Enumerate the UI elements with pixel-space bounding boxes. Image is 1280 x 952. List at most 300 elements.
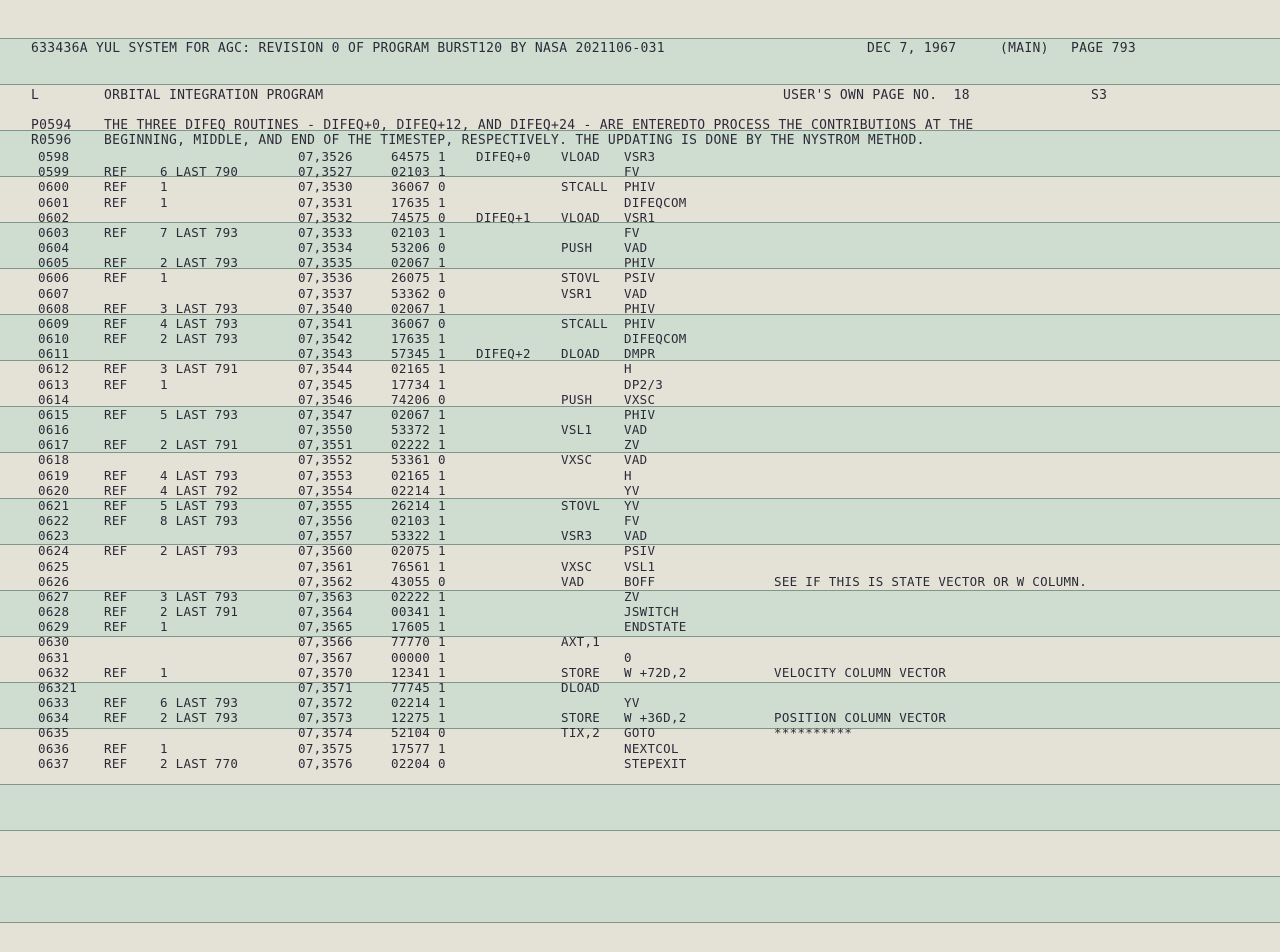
label-field: DIFEQ+2 [476,346,531,362]
operand-field: BOFF [624,573,656,589]
ref-last-page: 1 [160,179,168,195]
ref-last-page: 2 LAST 793 [160,255,239,271]
line-number: 0625 [38,558,70,574]
ref-last-page: 3 LAST 791 [160,361,239,377]
comment-field: ********** [774,725,853,741]
listing-row [0,270,1280,285]
octal-word: 00341 1 [391,604,446,620]
operand-field: VAD [624,422,648,438]
line-number: 0621 [38,497,70,513]
remark-text: THE THREE DIFEQ ROUTINES - DIFEQ+0, DIFEQ+12, AND DIFEQ+24 - ARE ENTEREDTO PROCESS THE CONTRIBUTIONS AT THE [104,118,974,133]
operand-field: YV [624,695,640,711]
ref-marker: REF [104,255,128,271]
octal-word: 02204 0 [391,755,446,771]
listing-row [0,240,1280,255]
ref-last-page: 6 LAST 790 [160,164,239,180]
octal-word: 17734 1 [391,376,446,392]
octal-word: 00000 1 [391,649,446,665]
listing-row [0,483,1280,498]
ref-last-page: 2 LAST 793 [160,331,239,347]
listing-row [0,634,1280,649]
octal-word: 36067 0 [391,179,446,195]
memory-address: 07,3576 [298,755,353,771]
ref-marker: REF [104,695,128,711]
comment-field: POSITION COLUMN VECTOR [774,710,947,726]
opcode-field: VLOAD [561,149,601,164]
ref-last-page: 2 LAST 791 [160,437,239,453]
memory-address: 07,3543 [298,346,353,362]
ref-marker: REF [104,588,128,604]
opcode-field: VXSC [561,452,593,468]
octal-word: 02075 1 [391,543,446,559]
label-field: DIFEQ+0 [476,149,531,164]
listing-row [0,725,1280,740]
line-number: 0603 [38,224,70,240]
operand-field: VSR3 [624,149,656,164]
listing-row [0,543,1280,558]
program-title: ORBITAL INTEGRATION PROGRAM [104,88,324,103]
ref-marker: REF [104,361,128,377]
operand-field: ZV [624,588,640,604]
line-number: 0623 [38,528,70,544]
octal-word: 17605 1 [391,619,446,635]
opcode-field: PUSH [561,240,593,256]
ref-last-page: 7 LAST 793 [160,224,239,240]
octal-word: 02103 1 [391,164,446,180]
listing-row [0,346,1280,361]
listing-row [0,361,1280,376]
listing-row [0,377,1280,392]
listing-row [0,589,1280,604]
ref-last-page: 1 [160,619,168,635]
line-number: 0633 [38,695,70,711]
operand-field: VAD [624,240,648,256]
opcode-field: STCALL [561,179,608,195]
operand-field: PHIV [624,315,656,331]
line-number: 0607 [38,285,70,301]
paper-rule [0,84,1280,85]
opcode-field: DLOAD [561,346,601,362]
operand-field: PHIV [624,406,656,422]
octal-word: 12341 1 [391,664,446,680]
listing-row [0,650,1280,665]
ref-marker: REF [104,194,128,210]
opcode-field: VSR3 [561,528,593,544]
listing-row [0,225,1280,240]
ref-marker: REF [104,513,128,529]
opcode-field: STOVL [561,497,601,513]
operand-field: PSIV [624,270,656,286]
memory-address: 07,3547 [298,406,353,422]
line-number: 0604 [38,240,70,256]
memory-address: 07,3562 [298,573,353,589]
ref-marker: REF [104,406,128,422]
octal-word: 36067 0 [391,315,446,331]
line-number: 0615 [38,406,70,422]
opcode-field: TIX,2 [561,725,601,741]
ref-marker: REF [104,755,128,771]
ref-marker: REF [104,376,128,392]
operand-field: STEPEXIT [624,755,687,771]
line-number: 0631 [38,649,70,665]
operand-field: PHIV [624,300,656,316]
octal-word: 53372 1 [391,422,446,438]
line-number: 0632 [38,664,70,680]
memory-address: 07,3542 [298,331,353,347]
ref-last-page: 1 [160,740,168,756]
memory-address: 07,3544 [298,361,353,377]
octal-word: 02103 1 [391,513,446,529]
opcode-field: AXT,1 [561,634,601,650]
paper-band [0,876,1280,922]
ref-last-page: 6 LAST 793 [160,695,239,711]
ref-last-page: 3 LAST 793 [160,300,239,316]
memory-address: 07,3567 [298,649,353,665]
octal-word: 17635 1 [391,331,446,347]
memory-address: 07,3534 [298,240,353,256]
listing-row [0,407,1280,422]
listing-row [0,179,1280,194]
memory-address: 07,3571 [298,679,353,695]
line-number: 0600 [38,179,70,195]
line-number: 0616 [38,422,70,438]
ref-marker: REF [104,543,128,559]
ref-last-page: 1 [160,376,168,392]
line-number: 0624 [38,543,70,559]
comment-field: SEE IF THIS IS STATE VECTOR OR W COLUMN. [774,573,1088,589]
octal-word: 26075 1 [391,270,446,286]
octal-word: 74206 0 [391,391,446,407]
line-number: 0614 [38,391,70,407]
operand-field: DMPR [624,346,656,362]
memory-address: 07,3565 [298,619,353,635]
ref-marker: REF [104,740,128,756]
remark-line-number: P0594 [31,118,72,133]
operand-field: FV [624,224,640,240]
memory-address: 07,3554 [298,482,353,498]
octal-word: 02067 1 [391,255,446,271]
opcode-field: VSR1 [561,285,593,301]
operand-field: JSWITCH [624,604,679,620]
ref-marker: REF [104,619,128,635]
memory-address: 07,3526 [298,149,353,164]
ref-last-page: 1 [160,664,168,680]
line-number: 0635 [38,725,70,741]
memory-address: 07,3574 [298,725,353,741]
listing-row [0,164,1280,179]
ref-last-page: 3 LAST 793 [160,588,239,604]
line-number: 0617 [38,437,70,453]
header-main: (MAIN) [1000,41,1049,56]
ref-marker: REF [104,300,128,316]
memory-address: 07,3566 [298,634,353,650]
operand-field: NEXTCOL [624,740,679,756]
ref-marker: REF [104,331,128,347]
ref-marker: REF [104,664,128,680]
line-number: 0612 [38,361,70,377]
operand-field: PSIV [624,543,656,559]
memory-address: 07,3553 [298,467,353,483]
line-number: 0609 [38,315,70,331]
octal-word: 12275 1 [391,710,446,726]
listing-row [0,195,1280,210]
listing-row [0,710,1280,725]
opcode-field: PUSH [561,391,593,407]
listing-row [0,392,1280,407]
ref-last-page: 2 LAST 793 [160,543,239,559]
listing-row [0,665,1280,680]
opcode-field: VSL1 [561,422,593,438]
comment-field: VELOCITY COLUMN VECTOR [774,664,947,680]
ref-last-page: 1 [160,270,168,286]
memory-address: 07,3545 [298,376,353,392]
ref-last-page: 5 LAST 793 [160,497,239,513]
octal-word: 02067 1 [391,300,446,316]
listing-row [0,619,1280,634]
operand-field: VXSC [624,391,656,407]
line-number: 0611 [38,346,70,362]
listing-row [0,149,1280,164]
memory-address: 07,3536 [298,270,353,286]
ref-last-page: 4 LAST 793 [160,467,239,483]
memory-address: 07,3537 [298,285,353,301]
line-number: 0628 [38,604,70,620]
octal-word: 57345 1 [391,346,446,362]
ref-last-page: 2 LAST 791 [160,604,239,620]
paper-rule [0,830,1280,831]
paper-rule [0,38,1280,39]
line-number: 0620 [38,482,70,498]
octal-word: 53362 0 [391,285,446,301]
memory-address: 07,3532 [298,209,353,225]
listing-row [0,468,1280,483]
octal-word: 02214 1 [391,695,446,711]
header-date: DEC 7, 1967 [867,41,957,56]
ref-marker: REF [104,270,128,286]
line-number: 0608 [38,300,70,316]
octal-word: 02067 1 [391,406,446,422]
octal-word: 53206 0 [391,240,446,256]
listing-row [0,528,1280,543]
listing-row [0,574,1280,589]
ref-last-page: 5 LAST 793 [160,406,239,422]
opcode-field: VLOAD [561,209,601,225]
line-number: 0637 [38,755,70,771]
octal-word: 77770 1 [391,634,446,650]
listing-row [0,286,1280,301]
ref-last-page: 2 LAST 793 [160,710,239,726]
operand-field: PHIV [624,255,656,271]
opcode-field: VAD [561,573,585,589]
line-number: 0601 [38,194,70,210]
section-code: S3 [1091,88,1108,103]
remark-line-number: R0596 [31,133,72,148]
line-number: 0598 [38,149,70,164]
octal-word: 64575 1 [391,149,446,164]
octal-word: 26214 1 [391,497,446,513]
listing-row [0,255,1280,270]
listing-row [0,437,1280,452]
memory-address: 07,3573 [298,710,353,726]
operand-field: H [624,361,632,377]
memory-address: 07,3550 [298,422,353,438]
line-number: 0629 [38,619,70,635]
opcode-field: STCALL [561,315,608,331]
operand-field: VAD [624,452,648,468]
line-number: 0630 [38,634,70,650]
listing-row [0,331,1280,346]
octal-word: 53322 1 [391,528,446,544]
memory-address: 07,3535 [298,255,353,271]
octal-word: 02103 1 [391,224,446,240]
paper-band [0,784,1280,830]
listing-row [0,452,1280,467]
listing-row [0,604,1280,619]
memory-address: 07,3575 [298,740,353,756]
line-number: 0618 [38,452,70,468]
line-number: 0606 [38,270,70,286]
operand-field: VSL1 [624,558,656,574]
ref-marker: REF [104,179,128,195]
paper-rule [0,876,1280,877]
operand-field: GOTO [624,725,656,741]
operand-field: PHIV [624,179,656,195]
line-number: 0613 [38,376,70,392]
remark-text: BEGINNING, MIDDLE, AND END OF THE TIMESTEP, RESPECTIVELY. THE UPDATING IS DONE BY THE NYSTROM METHOD. [104,133,925,148]
line-number: 0610 [38,331,70,347]
line-number: 0599 [38,164,70,180]
ref-marker: REF [104,437,128,453]
ref-marker: REF [104,710,128,726]
listing-row [0,316,1280,331]
operand-field: FV [624,164,640,180]
octal-word: 02214 1 [391,482,446,498]
opcode-field: STORE [561,710,601,726]
listing-row [0,210,1280,225]
listing-row [0,680,1280,695]
memory-address: 07,3546 [298,391,353,407]
operand-field: W +36D,2 [624,710,687,726]
line-number: 0626 [38,573,70,589]
line-number: 0605 [38,255,70,271]
line-number: 06321 [38,679,78,695]
operand-field: VAD [624,285,648,301]
octal-word: 02165 1 [391,361,446,377]
memory-address: 07,3561 [298,558,353,574]
listing-row [0,422,1280,437]
paper-rule [0,784,1280,785]
ref-last-page: 4 LAST 793 [160,315,239,331]
memory-address: 07,3563 [298,588,353,604]
ref-last-page: 1 [160,194,168,210]
memory-address: 07,3555 [298,497,353,513]
ref-marker: REF [104,224,128,240]
operand-field: VSR1 [624,209,656,225]
operand-field: FV [624,513,640,529]
memory-address: 07,3551 [298,437,353,453]
memory-address: 07,3540 [298,300,353,316]
ref-marker: REF [104,604,128,620]
ref-marker: REF [104,467,128,483]
line-number: 0622 [38,513,70,529]
header-title: 633436A YUL SYSTEM FOR AGC: REVISION 0 OF PROGRAM BURST120 BY NASA 2021106-031 [31,41,665,56]
operand-field: ENDSTATE [624,619,687,635]
opcode-field: DLOAD [561,679,601,695]
ref-last-page: 8 LAST 793 [160,513,239,529]
memory-address: 07,3570 [298,664,353,680]
opcode-field: VXSC [561,558,593,574]
octal-word: 74575 0 [391,209,446,225]
opcode-field: STORE [561,664,601,680]
listing-row [0,301,1280,316]
operand-field: ZV [624,437,640,453]
ref-last-page: 4 LAST 792 [160,482,239,498]
memory-address: 07,3556 [298,513,353,529]
listing-row [0,513,1280,528]
operand-field: DP2/3 [624,376,664,392]
octal-word: 17635 1 [391,194,446,210]
memory-address: 07,3557 [298,528,353,544]
memory-address: 07,3530 [298,179,353,195]
octal-word: 53361 0 [391,452,446,468]
octal-word: 43055 0 [391,573,446,589]
operand-field: H [624,467,632,483]
line-number: 0636 [38,740,70,756]
line-number: 0634 [38,710,70,726]
users-page-number: USER'S OWN PAGE NO. 18 [783,88,970,103]
label-field: DIFEQ+1 [476,209,531,225]
operand-field: DIFEQCOM [624,331,687,347]
octal-word: 52104 0 [391,725,446,741]
memory-address: 07,3552 [298,452,353,468]
listing-row [0,695,1280,710]
memory-address: 07,3564 [298,604,353,620]
octal-word: 17577 1 [391,740,446,756]
header-page: PAGE 793 [1071,41,1137,56]
ref-marker: REF [104,482,128,498]
operand-field: YV [624,482,640,498]
operand-field: 0 [624,649,632,665]
ref-marker: REF [104,497,128,513]
line-number: 0602 [38,209,70,225]
memory-address: 07,3572 [298,695,353,711]
octal-word: 76561 1 [391,558,446,574]
octal-word: 77745 1 [391,679,446,695]
memory-address: 07,3531 [298,194,353,210]
octal-word: 02165 1 [391,467,446,483]
octal-word: 02222 1 [391,588,446,604]
ref-marker: REF [104,164,128,180]
memory-address: 07,3560 [298,543,353,559]
paper-rule [0,922,1280,923]
subheader-flag: L [31,88,40,103]
operand-field: YV [624,497,640,513]
listing-row [0,559,1280,574]
operand-field: W +72D,2 [624,664,687,680]
memory-address: 07,3541 [298,315,353,331]
listing-row [0,498,1280,513]
memory-address: 07,3533 [298,224,353,240]
ref-last-page: 2 LAST 770 [160,755,239,771]
octal-word: 02222 1 [391,437,446,453]
line-number: 0619 [38,467,70,483]
operand-field: VAD [624,528,648,544]
memory-address: 07,3527 [298,164,353,180]
ref-marker: REF [104,315,128,331]
opcode-field: STOVL [561,270,601,286]
listing-row [0,756,1280,771]
listing-row [0,741,1280,756]
